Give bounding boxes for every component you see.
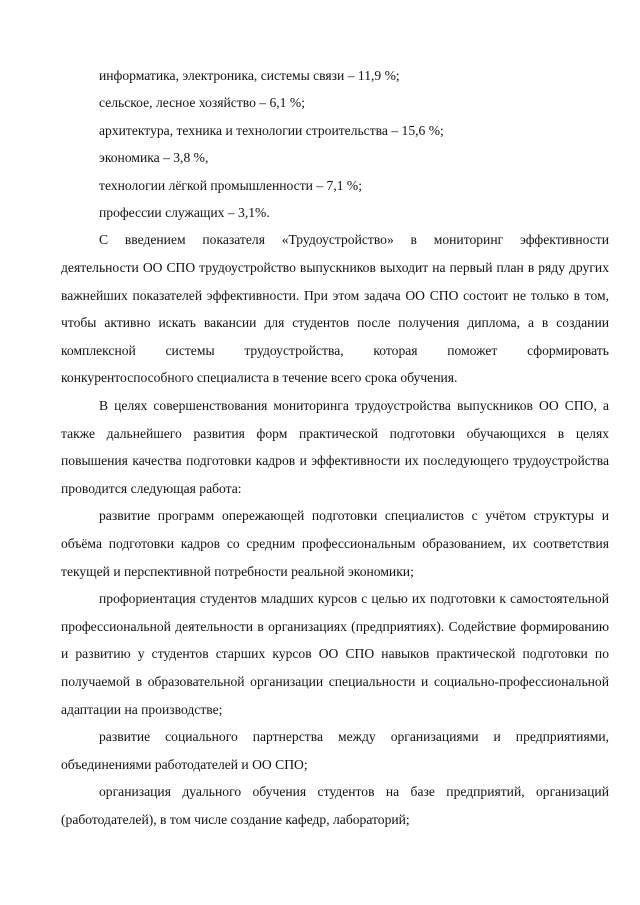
paragraph-employment-indicator: С введением показателя «Трудоустройство» в мониторинг эффективности деятельности ОО СПО трудоустройство выпускников выходит на первый план в ряду других важнейших показателей эффективности. При этом задача ОО СПО состоит не только в том, чтобы активно искать вакансии для студентов после получения диплома, а в создании комплексной системы трудоустройства, которая поможет сформировать конкурентоспособного специалиста в течение всего срока обучения. (61, 232, 609, 386)
paragraph-career-guidance: профориентация студентов младших курсов с целью их подготовки к самостоятельной профессиональной деятельности в организациях (предприятиях). Содействие формированию и развитию у студентов старших курсов ОО СПО навыков практической подготовки по получаемой в образовательной организации специальности и социально-профессиональной адаптации на производстве; (61, 591, 609, 717)
list-item-office-professions: профессии служащих – 3,1%. (99, 205, 270, 221)
list-item-light-industry: технологии лёгкой промышленности – 7,1 %; (99, 177, 363, 193)
paragraph-dual-education: организация дуального обучения студентов на базе предприятий, организаций (работодателей), в том числе создание кафедр, лабораторий; (61, 784, 609, 827)
page-content (61, 62, 609, 834)
list-item-architecture: архитектура, техника и технологии строительства – 15,6 %; (99, 122, 444, 138)
paragraph-monitoring-goals: В целях совершенствования мониторинга трудоустройства выпускников ОО СПО, а также дальнейшего развития форм практической подготовки обучающихся в целях повышения качества подготовки кадров и эффективности их последующего трудоустройства проводится следующая работа: (61, 398, 609, 496)
paragraph-social-partnership: развитие социального партнерства между организациями и предприятиями, объединениями работодателей и ОО СПО; (61, 729, 609, 772)
list-item-economics: экономика – 3,8 %, (99, 150, 209, 166)
list-item-informatics: информатика, электроника, системы связи – 11,9 %; (99, 68, 400, 83)
list-item-agriculture: сельское, лесное хозяйство – 6,1 %; (99, 95, 305, 111)
paragraph-advanced-training: развитие программ опережающей подготовки специалистов с учётом структуры и объёма подготовки кадров со средним профессиональным образованием, их соответствия текущей и перспективной потребности реальной экономики; (61, 508, 609, 579)
